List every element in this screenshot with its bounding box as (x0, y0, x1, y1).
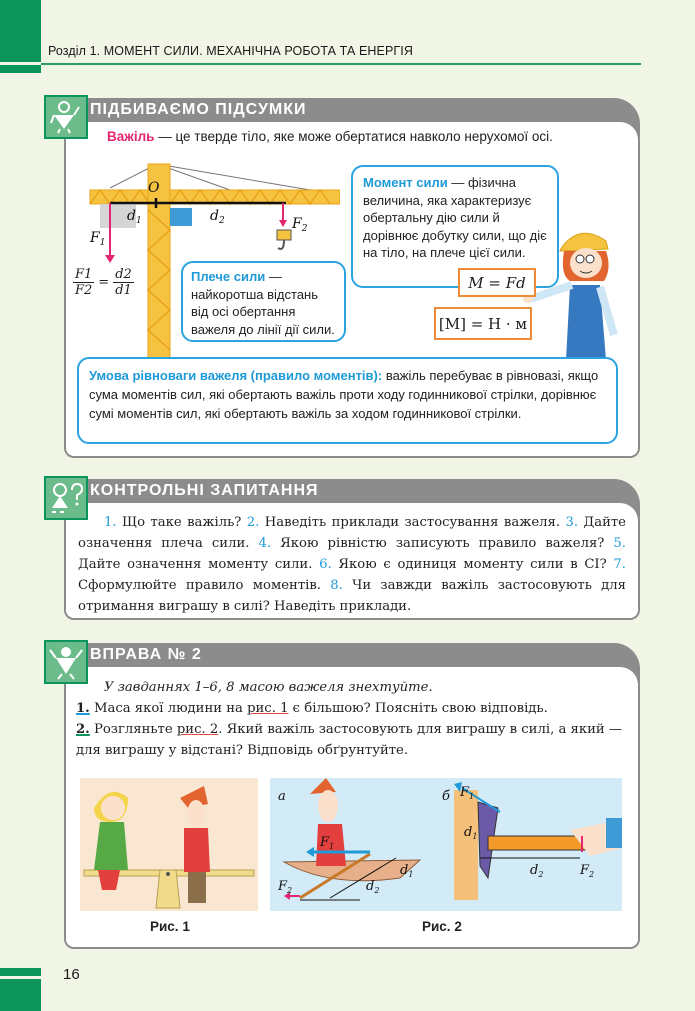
svg-text:d2: $d_2$ (210, 208, 225, 226)
svg-text:d2: $d_2$ (530, 863, 544, 879)
svg-text:d2: $d_2$ (366, 879, 380, 895)
moment-formula: M = Fd (458, 268, 536, 297)
task-2 (76, 719, 628, 761)
question-num: 1. (104, 515, 117, 530)
question-num: 3. (565, 515, 579, 530)
ratio-f2: F2 (75, 283, 93, 298)
figure-link[interactable]: рис. 2 (176, 722, 219, 737)
task-num: 1. (76, 701, 90, 716)
lever-ratio-formula (73, 267, 134, 298)
shoulder-term: Плече сили (191, 269, 266, 284)
chapter-tab-stripe (0, 65, 41, 73)
svg-text:O: O (148, 180, 160, 196)
exercise-tasks (76, 677, 628, 761)
task-text: . Який важіль застосовують для виграшу в силі, а який — для виграшу у відстані? Відповідь обґрунтуйте. (76, 722, 623, 758)
svg-text:б: б (442, 789, 450, 804)
running-head: Розділ 1. МОМЕНТ СИЛИ. МЕХАНІЧНА РОБОТА ТА ЕНЕРГІЯ (48, 44, 413, 58)
ratio-equals: = (98, 275, 110, 290)
rule-def-text: важіль перебуває в рівновазі, якщо сума моментів сил, які обертають важіль проти ходу годинникової стрілки, дорівнює сумі моментів сил, які обертають важіль за ходом годинникової стрілки. (89, 368, 599, 421)
engineer-girl-illustration (520, 225, 635, 360)
exercise-note: У завданнях 1–6, 8 масою важеля знехтуйте. (104, 680, 433, 695)
shoulder-def-text: — найкоротша відстань від осі обертання важеля до лінії дії сили. (191, 269, 335, 337)
question-num: 5. (613, 536, 626, 551)
svg-text:F2: $F_2$ (292, 216, 308, 234)
header-rule (41, 63, 641, 65)
question-text: Наведіть приклади застосування важеля. (259, 515, 566, 530)
svg-text:F2: $F_2$ (580, 863, 595, 879)
exercise-title: ВПРАВА № 2 (90, 646, 202, 663)
question-text: Чи завжди важіль застосовують для отримання виграшу в силі? Наведіть приклади. (78, 578, 627, 614)
task-num: 2. (76, 722, 90, 737)
ratio-f1: F1 (75, 267, 93, 282)
question-num: 4. (258, 536, 272, 551)
ratio-d2: d2 (115, 267, 132, 282)
svg-text:а: а (278, 789, 286, 804)
moment-unit-formula: [M] = Н · м (434, 307, 532, 340)
svg-text:d1: $d_1$ (464, 825, 478, 841)
question-text: Дайте означення плеча сили. (78, 515, 626, 551)
question-num: 2. (246, 515, 260, 530)
lever-definition (107, 129, 553, 144)
figure-1-caption: Рис. 1 (150, 919, 190, 934)
rule-term: Умова рівноваги важеля (правило моментів): (89, 368, 383, 383)
svg-text:F1: $F_1$ (320, 835, 335, 851)
question-num: 6. (319, 557, 332, 572)
svg-text:d1: $d_1$ (400, 863, 414, 879)
control-questions-title: КОНТРОЛЬНІ ЗАПИТАННЯ (90, 482, 319, 499)
moment-def-text: — фізична величина, яка характеризує обертальну дію сили й дорівнює добутку сили, що діє на тіло, на плече цієї сили. (363, 175, 547, 260)
svg-text:d1: $d_1$ (127, 208, 142, 226)
ratio-d1: d1 (115, 283, 132, 298)
summary-title: ПІДБИВАЄМО ПІДСУМКИ (90, 101, 307, 118)
robot-mascot-icon (44, 95, 88, 139)
svg-text:F1: $F_1$ (90, 230, 106, 248)
control-questions-list (78, 512, 626, 617)
question-text: Сформулюйте правило моментів. (78, 578, 331, 593)
footer-tab (0, 979, 41, 1011)
question-text: Дайте означення моменту сили. (78, 557, 320, 572)
figure-2-caption: Рис. 2 (422, 919, 462, 934)
question-num: 7. (613, 557, 626, 572)
question-text: Якою рівністю записують правило важеля? (271, 536, 614, 551)
question-num: 8. (330, 578, 343, 593)
task-text: Маса якої людини на (89, 701, 248, 716)
equilibrium-rule-box (77, 357, 618, 444)
question-text: Якою є одиниця моменту сили в СІ? (331, 557, 614, 572)
task-text: є більшою? Поясніть свою відповідь. (288, 701, 548, 716)
question-text: Що таке важіль? (116, 515, 247, 530)
shoulder-definition-box (181, 261, 346, 342)
figure-1-seesaw (80, 778, 258, 911)
svg-text:F2: $F_2$ (278, 879, 293, 895)
task-1 (76, 698, 628, 719)
lever-term: Важіль (107, 129, 155, 144)
lever-def-text: — це тверде тіло, яке може обертатися навколо нерухомої осі. (154, 129, 553, 144)
page-number: 16 (63, 966, 80, 983)
svg-text:F1: $F_1$ (460, 785, 475, 801)
figure-link[interactable]: рис. 1 (247, 701, 289, 716)
figure-2-levers (270, 778, 622, 911)
footer-tab-stripe (0, 968, 41, 976)
task-text: Розгляньте (89, 722, 177, 737)
chapter-tab (0, 0, 41, 62)
moment-term: Момент сили (363, 175, 448, 190)
